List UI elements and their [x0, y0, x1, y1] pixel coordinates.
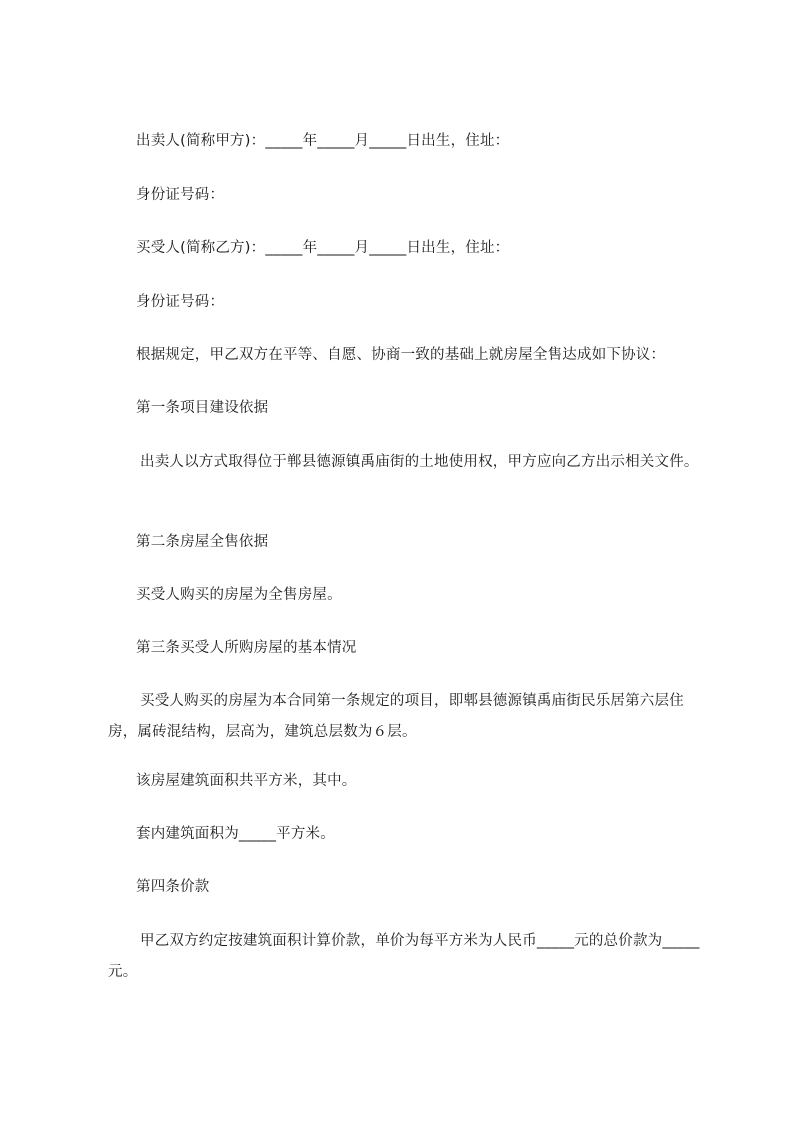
article-2-body: 买受人购买的房屋为全售房屋。 [136, 587, 342, 603]
article-1-heading: 第一条项目建设依据 [136, 400, 269, 416]
agreement-intro: 根据规定，甲乙双方在平等、自愿、协商一致的基础上就房屋全售达成如下协议： [136, 347, 666, 363]
article-3-body: 买受人购买的房屋为本合同第一条规定的项目，即郫县德源镇禹庙街民乐居第六层住房，属砖混结构，层高为，建筑总层数为６层。 [108, 693, 684, 740]
inner-area-line: 套内建筑面积为_____平方米。 [136, 826, 335, 842]
area-line: 该房屋建筑面积共平方米，其中。 [136, 773, 357, 789]
buyer-line: 买受人(简称乙方)：_____年_____月_____日出生，住址： [136, 240, 510, 256]
article-4-body: 甲乙双方约定按建筑面积计算价款，单价为每平方米为人民币_____元的总价款为_____元。 [108, 933, 700, 980]
article-1-body: 出卖人以方式取得位于郸县德源镇禹庙街的土地使用权，甲方应向乙方出示相关文件。 [140, 454, 699, 470]
article-2-heading: 第二条房屋全售依据 [136, 534, 269, 550]
article-3-heading: 第三条买受人所购房屋的基本情况 [136, 640, 357, 656]
article-4-heading: 第四条价款 [136, 879, 210, 895]
buyer-id-line: 身份证号码： [136, 294, 225, 310]
seller-id-line: 身份证号码： [136, 187, 225, 203]
seller-line: 出卖人(简称甲方)：_____年_____月_____日出生，住址： [136, 133, 510, 149]
